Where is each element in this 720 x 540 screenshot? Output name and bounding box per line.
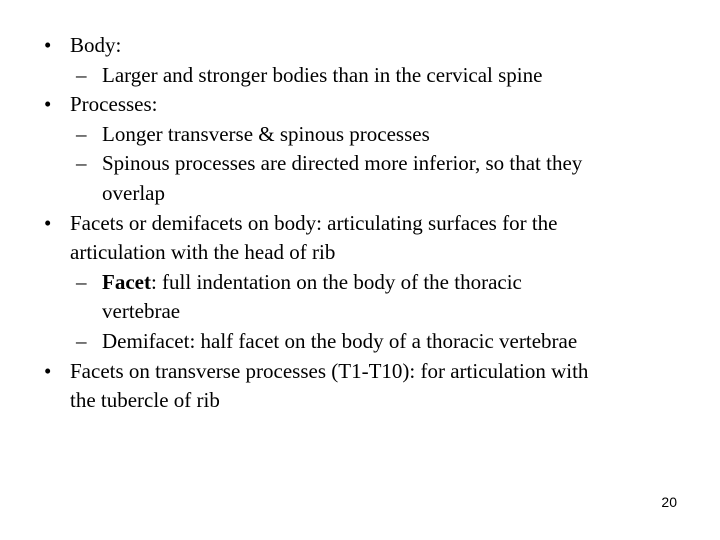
dash-marker: –: [76, 328, 87, 353]
bullet-processes: [44, 90, 704, 120]
sub-bullet-larger-bodies: [44, 61, 704, 91]
bullet-text: Facets on transverse processes (T1-T10): for articulation with: [70, 358, 589, 383]
sub-bullet-text: Longer transverse & spinous processes: [102, 121, 430, 146]
sub-bullet-longer-processes: [44, 120, 704, 150]
sub-bullet-text: Demifacet: half facet on the body of a thoracic vertebrae: [102, 328, 578, 353]
bullet-body: [44, 31, 704, 61]
bullet-facets-on-body: [44, 209, 704, 239]
facet-term: Facet: [102, 269, 151, 294]
sub-bullet-demifacet: [44, 327, 704, 357]
bullet-text: the tubercle of rib: [70, 388, 220, 413]
dash-marker: –: [76, 62, 87, 87]
bullet-marker: •: [44, 210, 52, 235]
sub-bullet-continuation: [44, 179, 704, 209]
sub-bullet-text: : full indentation on the body of the thoracic: [150, 269, 522, 294]
bullet-facets-on-transverse: [44, 357, 704, 387]
bullet-marker: •: [44, 92, 52, 117]
sub-bullet-text: overlap: [102, 180, 165, 205]
sub-bullet-spinous-direction: [44, 149, 704, 179]
page-number: 20: [661, 494, 677, 510]
bullet-marker: •: [44, 33, 52, 57]
bullet-continuation: [44, 386, 704, 416]
dash-marker: –: [76, 151, 87, 176]
sub-bullet-text: Spinous processes are directed more inferior, so that they: [102, 151, 583, 176]
bullet-text: Processes:: [70, 92, 158, 117]
dash-marker: –: [76, 269, 87, 294]
sub-bullet-facet: [44, 268, 704, 298]
bullet-text: articulation with the head of rib: [70, 240, 336, 265]
bullet-continuation: [44, 238, 704, 268]
bullet-marker: •: [44, 358, 52, 383]
bullet-text: Facets or demifacets on body: articulating surfaces for the: [70, 210, 558, 235]
sub-bullet-text: vertebrae: [102, 299, 181, 324]
bullet-text: Body:: [70, 33, 122, 57]
dash-marker: –: [76, 121, 87, 146]
sub-bullet-text: Larger and stronger bodies than in the cervical spine: [102, 62, 543, 87]
sub-bullet-continuation: [44, 297, 704, 327]
bullet-list: [44, 31, 704, 416]
